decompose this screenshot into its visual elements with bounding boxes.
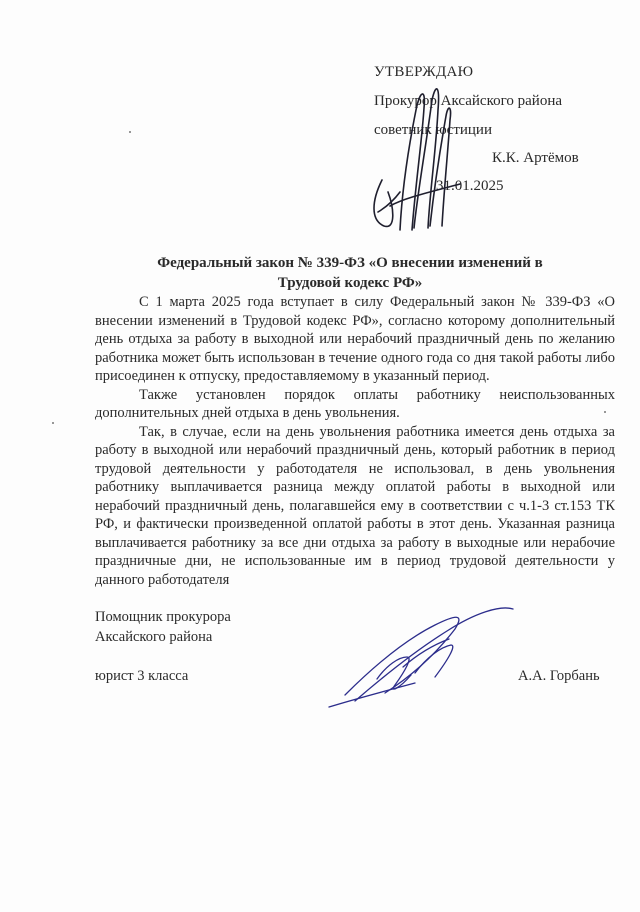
document-body (95, 293, 615, 589)
approval-date: 31.01.2025 (436, 178, 504, 194)
document-title (150, 253, 550, 293)
approval-position: Прокурор Аксайского района (374, 93, 563, 109)
approval-rank: советник юстиции (374, 122, 492, 138)
body-paragraph-3: Так, в случае, если на день увольнения работника имеется день отдыха за работу в выходной или нерабочий праздничный день, который работник в период трудовой деятельности у работодателя не использовал, в день увольнения работнику выплачивается разница между оплатой работы в выходной или нерабочий праздничный день, полагавшейся ему в соответствии с ч.1-3 ст.153 ТК РФ, и фактически произведенной оплатой работы в этот день. Указанная разница выплачивается работнику за все дни отдыха за работу в выходные или нерабочие праздничные дни, не использованные им в период трудовой деятельности у данного работодателя (95, 423, 615, 588)
approval-name: К.К. Артёмов (492, 150, 579, 166)
scan-speck-1 (129, 131, 131, 133)
approval-heading: УТВЕРЖДАЮ (374, 64, 474, 80)
assistant-position (95, 607, 231, 647)
document-title-line1: Федеральный закон № 339-ФЗ «О внесении изменений в (157, 255, 543, 271)
assistant-position-line2: Аксайского района (95, 629, 213, 645)
document-title-line2: Трудовой кодекс РФ» (277, 275, 423, 291)
body-paragraph-2: Также установлен порядок оплаты работнику неиспользованных дополнительных дней отдыха в день увольнения. (95, 386, 615, 421)
scan-speck-2 (52, 422, 54, 424)
assistant-signature (315, 595, 520, 715)
body-paragraph-1: С 1 марта 2025 года вступает в силу Федеральный закон № 339-ФЗ «О внесении изменений в Трудовой кодекс РФ», согласно которому дополнительный день отдыха за работу в выходной или нерабочий праздничный день по желанию работника может быть использован в течение одного года со дня такой работы либо присоединен к отпуску, предоставляемому в указанный период. (95, 294, 615, 384)
assistant-rank: юрист 3 класса (95, 668, 189, 684)
assistant-position-line1: Помощник прокурора (95, 609, 231, 625)
scan-speck-3 (604, 411, 606, 413)
assistant-name: А.А. Горбань (518, 668, 600, 684)
